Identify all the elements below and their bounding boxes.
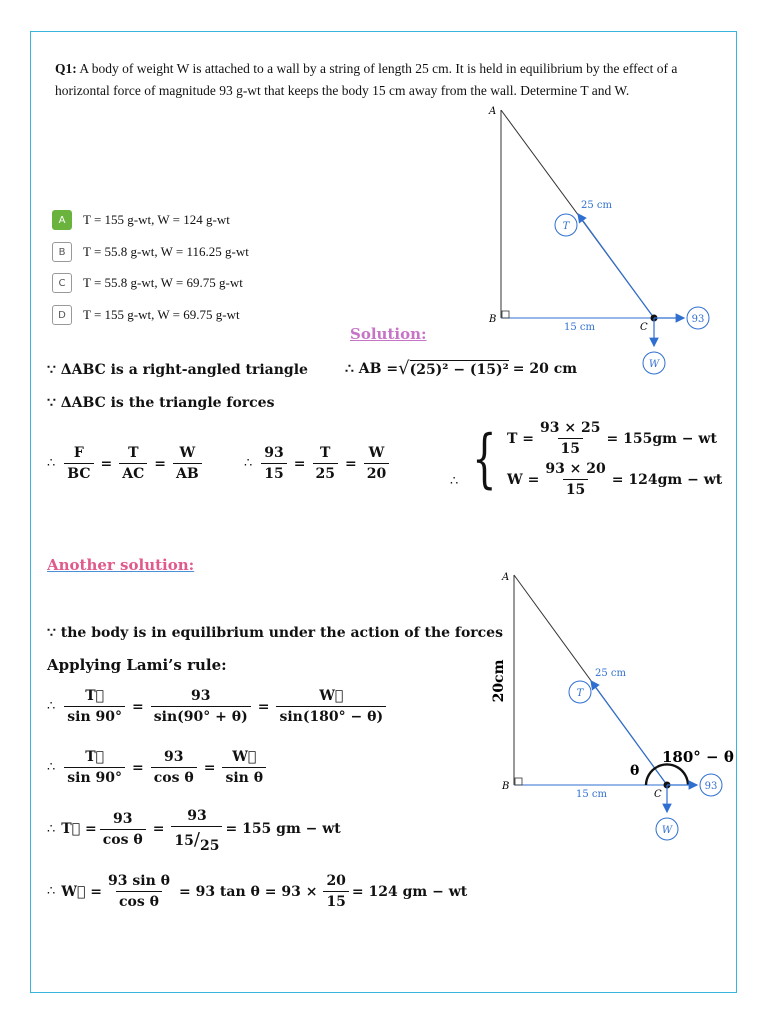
tension-arrow bbox=[578, 214, 654, 318]
right-angle-mark bbox=[502, 311, 509, 318]
fraction bbox=[151, 749, 197, 786]
fraction bbox=[100, 811, 146, 848]
weight-rhs: = 124 gm − wt bbox=[351, 883, 468, 900]
base-length-label: 15 cm bbox=[576, 789, 607, 800]
vertex-b: B bbox=[502, 781, 510, 792]
fraction bbox=[64, 749, 125, 786]
denominator: 20 bbox=[364, 463, 389, 482]
fraction bbox=[222, 749, 266, 786]
proportion-equation-2: ∴ $\frac{93}{15}$ = $\frac{T}{25}$ = $\frac{W}{20}$ bbox=[244, 445, 392, 482]
option-a-text: T = 155 g-wt, W = 124 g-wt bbox=[83, 212, 230, 227]
denominator: 25 bbox=[313, 463, 338, 482]
vertex-a: A bbox=[489, 106, 497, 117]
weight-mid: = 93 tan θ = 93 × bbox=[178, 883, 318, 900]
another-solution-heading: Another solution: bbox=[47, 556, 195, 574]
vertex-c: C bbox=[640, 322, 648, 333]
therefore-symbol: ∴ bbox=[47, 699, 56, 714]
option-d[interactable] bbox=[52, 305, 240, 325]
proportion-equation-1: ∴ $\frac{F}{BC}$ = $\frac{T}{AC}$ = $\frac{W}{AB}$ bbox=[47, 445, 205, 482]
fraction bbox=[151, 688, 251, 725]
option-c-letter: C bbox=[52, 273, 72, 293]
denominator: 15 bbox=[558, 438, 583, 457]
tension-label: T bbox=[562, 221, 570, 232]
numerator: W bbox=[368, 445, 385, 461]
denominator: 15 bbox=[323, 891, 348, 910]
slash-numerator: 15 bbox=[174, 833, 194, 849]
supplement-arc bbox=[657, 764, 688, 785]
height-label: 20cm bbox=[491, 659, 507, 703]
numerator: 93 sin θ bbox=[108, 873, 170, 889]
numerator: F bbox=[73, 445, 84, 461]
therefore-symbol: ∴ bbox=[47, 884, 56, 899]
theta-label: θ bbox=[630, 763, 640, 779]
option-d-letter: D bbox=[52, 305, 72, 325]
fraction bbox=[64, 445, 93, 482]
numerator: 93 × 25 bbox=[540, 420, 601, 436]
t-rhs: = 155gm − wt bbox=[606, 430, 717, 447]
numerator: 93 bbox=[190, 688, 211, 704]
ab-equation bbox=[345, 358, 577, 379]
denominator bbox=[171, 826, 222, 854]
numerator: W⃗ bbox=[232, 749, 257, 765]
force-label: 93 bbox=[691, 314, 705, 325]
therefore-symbol: ∴ bbox=[47, 760, 56, 775]
denominator: cos θ bbox=[116, 891, 162, 910]
fraction bbox=[171, 808, 222, 854]
denominator: sin(180° − θ) bbox=[276, 706, 386, 725]
w-lhs: W = bbox=[507, 471, 540, 488]
tension-result-equation: ∴ T⃗ = $\frac{93}{\text{cos θ}}$ = $\frac{93}{15/25}$ = 155 gm − wt bbox=[47, 808, 341, 854]
numerator: T⃗ bbox=[85, 749, 105, 765]
tension-lhs: T⃗ = bbox=[61, 821, 97, 837]
result-system bbox=[450, 420, 722, 498]
solution-line-1: ∵ ΔABC is a right-angled triangle bbox=[47, 362, 308, 378]
numerator: 93 bbox=[164, 749, 184, 765]
denominator: cos θ bbox=[100, 829, 146, 848]
denominator: sin 90° bbox=[64, 706, 125, 725]
brace-icon: { bbox=[472, 422, 497, 496]
force-label: 93 bbox=[704, 781, 718, 792]
denominator: cos θ bbox=[151, 767, 197, 786]
numerator: T bbox=[320, 445, 331, 461]
denominator: 15 bbox=[563, 479, 588, 498]
sqrt-icon: √ bbox=[398, 358, 410, 379]
therefore-symbol: ∴ bbox=[244, 456, 253, 471]
therefore-symbol: ∴ bbox=[47, 821, 56, 837]
fraction bbox=[105, 873, 173, 910]
slash-denominator: 25 bbox=[199, 838, 220, 854]
question-body: A body of weight W is attached to a wall by a string of length 25 cm. It is held in equilibrium by the effect of a horizontal force of magnitude 93 g-wt that keeps the body 15 cm away from the wall. Determine T and W. bbox=[55, 61, 678, 98]
numerator: W bbox=[179, 445, 196, 461]
triangle-diagram-2 bbox=[470, 565, 760, 850]
fraction bbox=[173, 445, 202, 482]
weight-lhs: W⃗ = bbox=[61, 883, 103, 900]
denominator: AB bbox=[173, 463, 202, 482]
fraction bbox=[119, 445, 147, 482]
right-angle-mark bbox=[515, 778, 522, 785]
result-lines bbox=[507, 420, 722, 498]
denominator: BC bbox=[64, 463, 93, 482]
ab-lhs: ∴ AB = bbox=[345, 360, 399, 377]
string-length-label: 25 cm bbox=[595, 668, 626, 679]
fraction bbox=[323, 873, 348, 910]
numerator: 93 bbox=[112, 810, 133, 827]
option-d-text: T = 155 g-wt, W = 69.75 g-wt bbox=[83, 307, 240, 322]
fraction bbox=[537, 420, 603, 457]
fraction bbox=[542, 461, 608, 498]
t-lhs: T = bbox=[507, 430, 535, 447]
ab-radicand: (25)² − (15)² bbox=[409, 361, 509, 378]
slash-icon: / bbox=[193, 829, 200, 850]
vertex-c: C bbox=[654, 789, 662, 800]
lami-equation-2: ∴ $\frac{T⃗}{\sin 90^\circ}$ = $\frac{93}{\text{cos θ}}$ = $\frac{W⃗}{\text{sin θ}}$ bbox=[47, 749, 269, 786]
tension-rhs: = 155 gm − wt bbox=[225, 821, 341, 837]
vertex-b: B bbox=[489, 314, 497, 325]
solution-heading: Solution: bbox=[350, 325, 427, 343]
denominator: 15 bbox=[261, 463, 286, 482]
numerator: W⃗ bbox=[319, 688, 344, 704]
weight-label: W bbox=[648, 359, 660, 370]
fraction bbox=[276, 688, 386, 725]
option-c[interactable] bbox=[52, 273, 243, 293]
option-b-letter: B bbox=[52, 242, 72, 262]
weight-label: W bbox=[661, 825, 673, 836]
string-length-label: 25 cm bbox=[581, 200, 612, 211]
question-label: Q1: bbox=[55, 61, 77, 76]
tension-label: T bbox=[576, 688, 584, 699]
base-length-label: 15 cm bbox=[564, 322, 595, 333]
fraction bbox=[364, 445, 389, 482]
option-b[interactable] bbox=[52, 242, 249, 262]
ab-rhs: = 20 cm bbox=[512, 360, 578, 377]
therefore-symbol: ∴ bbox=[47, 456, 56, 471]
numerator: T bbox=[128, 445, 139, 461]
numerator: 93 × 20 bbox=[545, 461, 606, 477]
numerator: 20 bbox=[326, 873, 346, 889]
lami-equation-1: ∴ $\frac{T⃗}{\sin 90^\circ}$ = $\frac{93}{\sin(90^\circ + \theta)}$ = $\frac{W⃗}{\sin(180^\circ - \theta)}$ bbox=[47, 688, 389, 725]
option-a[interactable] bbox=[52, 210, 230, 230]
w-rhs: = 124gm − wt bbox=[611, 471, 723, 488]
fraction bbox=[261, 445, 286, 482]
numerator: T⃗ bbox=[85, 688, 105, 704]
vertex-a: A bbox=[502, 572, 510, 583]
another-line-1: ∵ the body is in equilibrium under the action of the forces bbox=[47, 625, 503, 641]
w-result bbox=[507, 461, 722, 498]
fraction bbox=[64, 688, 125, 725]
denominator: sin θ bbox=[222, 767, 266, 786]
therefore-symbol: ∴ bbox=[450, 473, 459, 489]
t-result bbox=[507, 420, 722, 457]
triangle-diagram-1 bbox=[470, 100, 730, 380]
option-b-text: T = 55.8 g-wt, W = 116.25 g-wt bbox=[83, 244, 249, 259]
option-c-text: T = 55.8 g-wt, W = 69.75 g-wt bbox=[83, 275, 243, 290]
option-a-letter: A bbox=[52, 210, 72, 230]
angle-label: 180° − θ bbox=[662, 748, 734, 766]
numerator: 93 bbox=[264, 445, 284, 461]
tension-arrow bbox=[591, 681, 667, 785]
denominator: AC bbox=[119, 463, 147, 482]
denominator: sin(90° + θ) bbox=[151, 706, 251, 725]
question-text bbox=[55, 58, 735, 102]
another-line-2: Applying Lami’s rule: bbox=[47, 656, 227, 674]
numerator: 93 bbox=[187, 808, 207, 824]
fraction bbox=[313, 445, 338, 482]
weight-result-equation bbox=[47, 873, 467, 910]
solution-line-2: ∵ ΔABC is the triangle forces bbox=[47, 395, 275, 411]
denominator: sin 90° bbox=[64, 767, 125, 786]
